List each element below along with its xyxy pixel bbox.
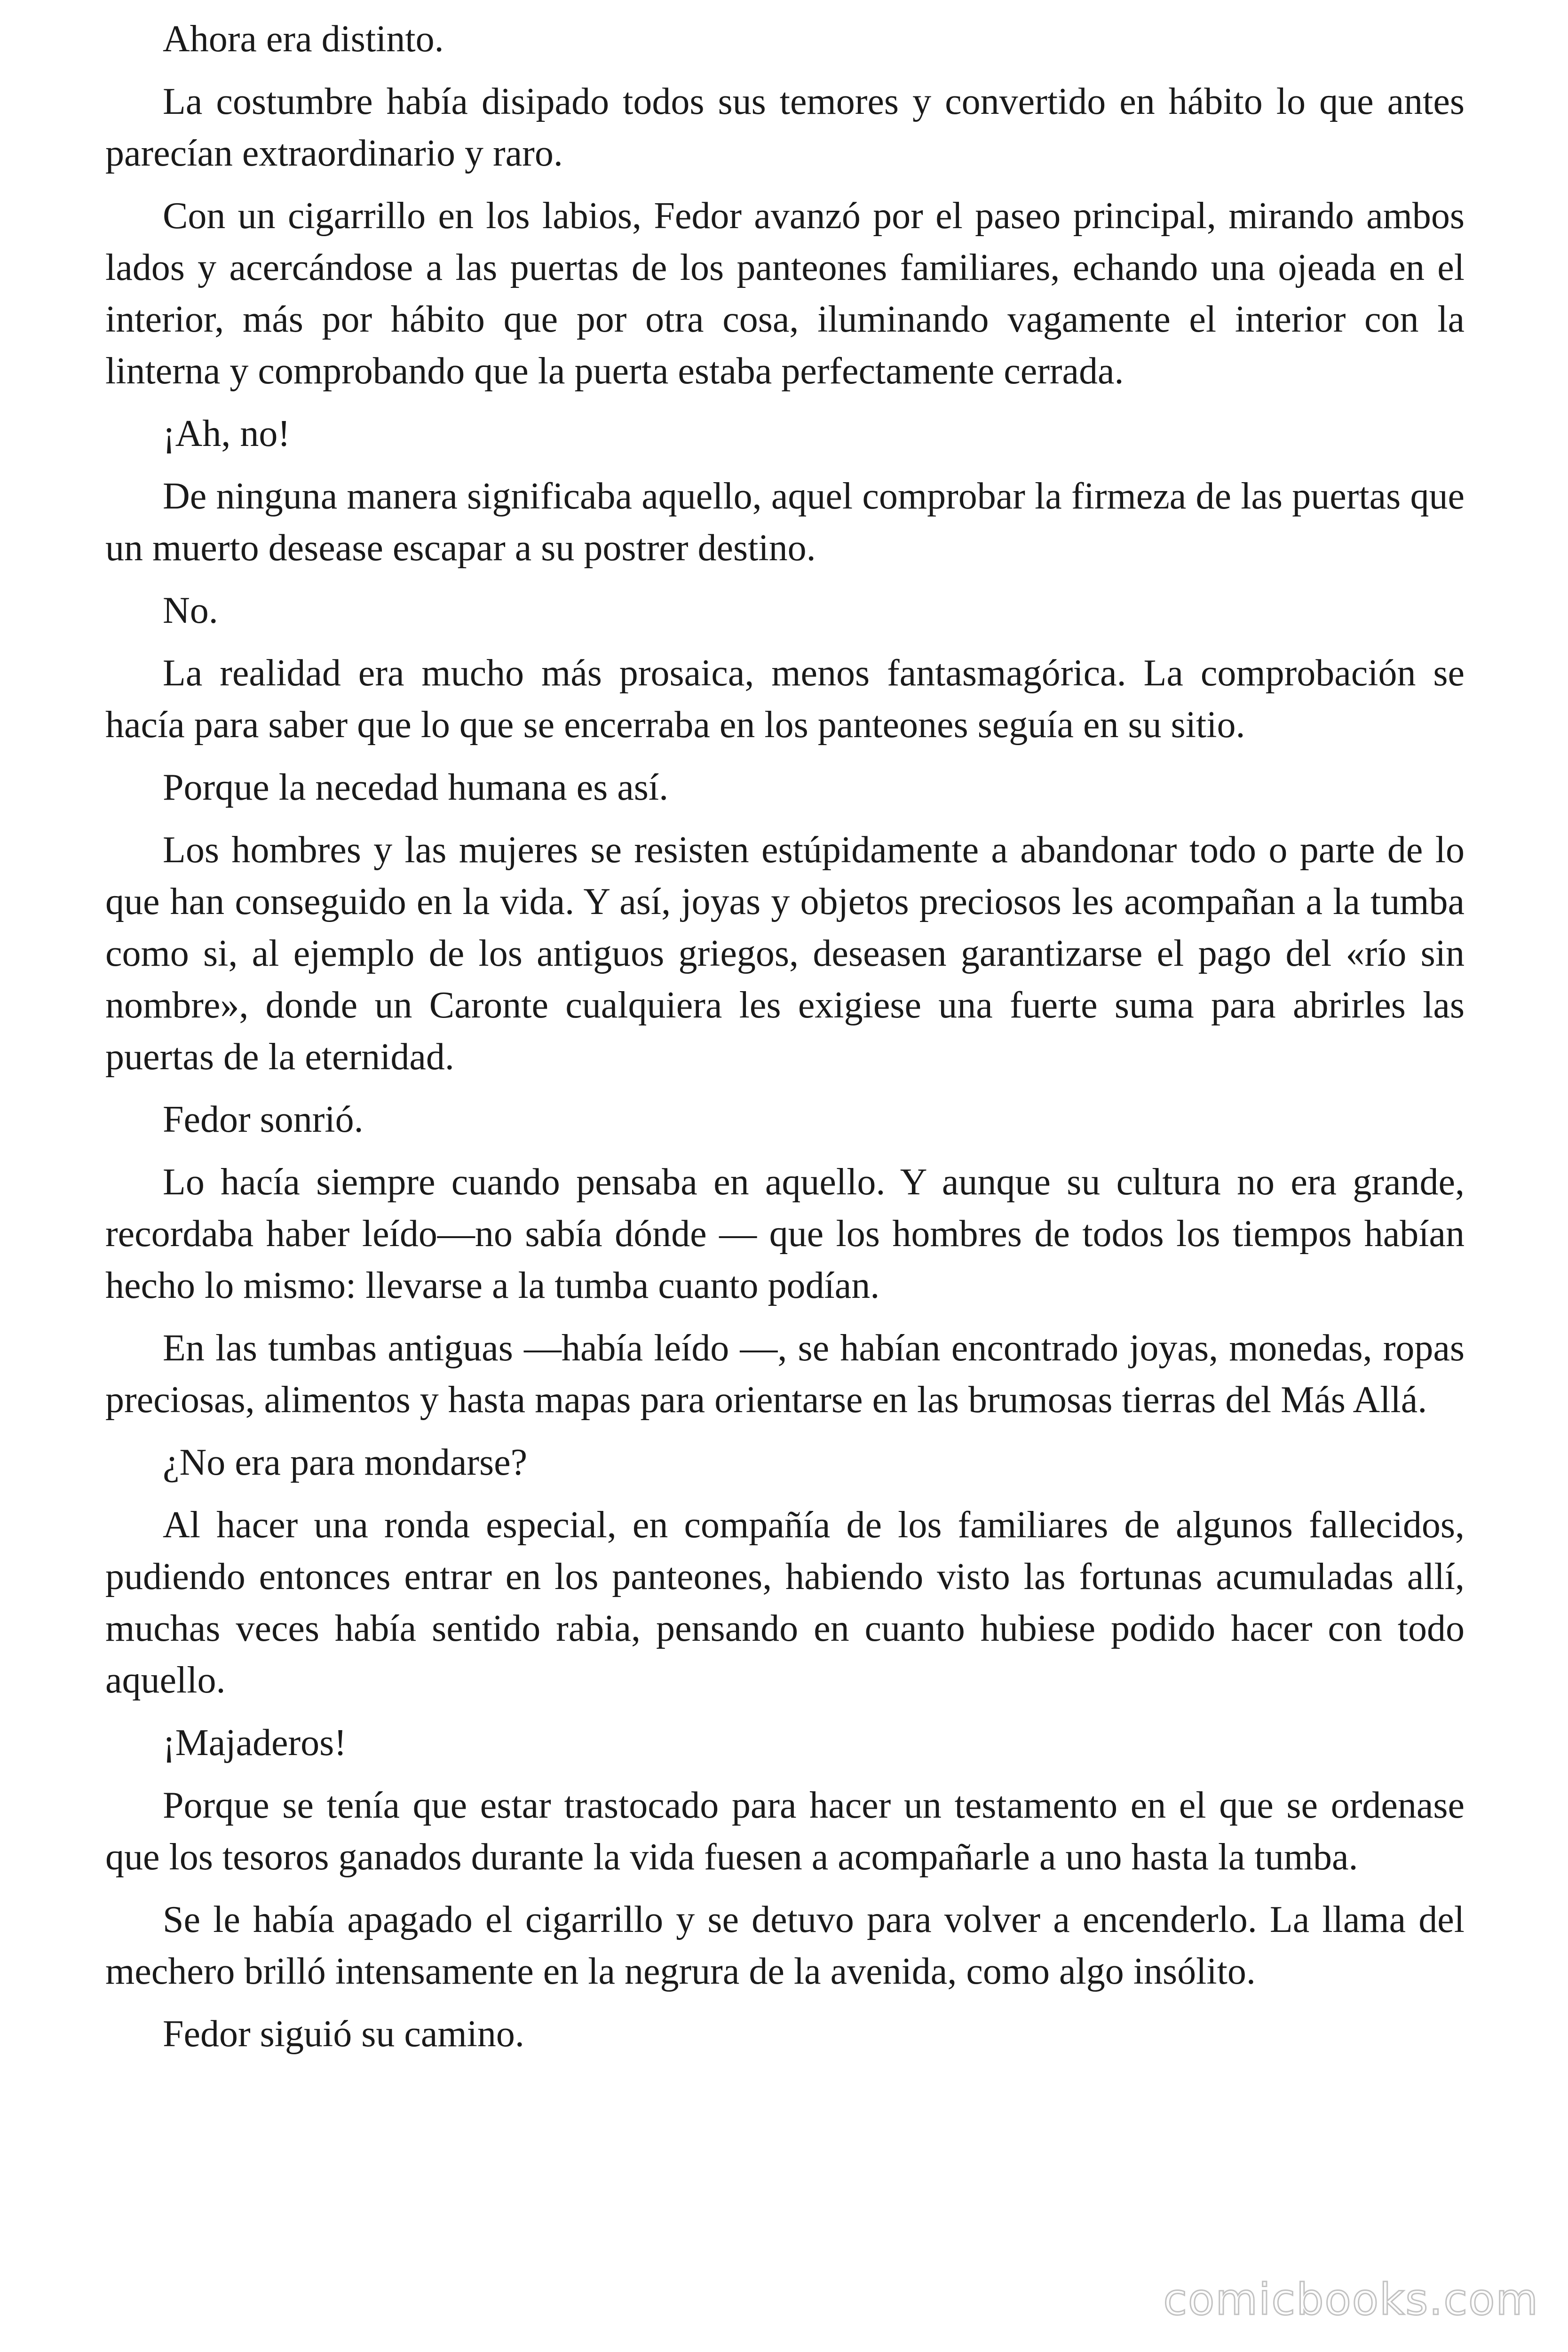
paragraph: Porque la necedad humana es así. bbox=[163, 767, 669, 808]
paragraph: De ninguna manera significaba aquello, aquel comprobar la firmeza de las puertas que un muerto desease escapar a su postrer destino. bbox=[105, 476, 1465, 569]
paragraph: No. bbox=[163, 590, 218, 631]
paragraph: ¡Majaderos! bbox=[163, 1722, 347, 1764]
paragraph: Al hacer una ronda especial, en compañía de los familiares de algunos fallecidos, pudiendo entonces entrar en los panteones, habiendo visto las fortunas acumuladas allí, muchas veces había sentido rabia, pensando en cuanto hubiese podido hacer con todo aquello. bbox=[105, 1504, 1465, 1701]
paragraph: Lo hacía siempre cuando pensaba en aquello. Y aunque su cultura no era grande, recordaba haber leído—no sabía dónde — que los hombres de todos los tiempos habían hecho lo mismo: llevarse a la tumba cuanto podían. bbox=[105, 1161, 1465, 1306]
paragraph: La costumbre había disipado todos sus temores y convertido en hábito lo que antes parecían extraordinario y raro. bbox=[105, 81, 1465, 174]
paragraph: Se le había apagado el cigarrillo y se detuvo para volver a encenderlo. La llama del mechero brilló intensamente en la negrura de la avenida, como algo insólito. bbox=[105, 1899, 1465, 1992]
paragraph: Fedor siguió su camino. bbox=[163, 2013, 524, 2055]
watermark: comicbooks.com bbox=[1163, 2274, 1539, 2325]
paragraph: Fedor sonrió. bbox=[163, 1099, 364, 1140]
paragraph: Los hombres y las mujeres se resisten estúpidamente a abandonar todo o parte de lo que han conseguido en la vida. Y así, joyas y objetos preciosos les acompañan a la tumba como si, al ejemplo de los antiguos griegos, deseasen garantizarse el pago del «río sin nombre», donde un Caronte cualquiera les exigiese una fuerte suma para abrirles las puertas de la eternidad. bbox=[105, 829, 1465, 1078]
paragraph: La realidad era mucho más prosaica, menos fantasmagórica. La comprobación se hacía para saber que lo que se encerraba en los panteones seguía en su sitio. bbox=[105, 652, 1465, 746]
paragraph: Porque se tenía que estar trastocado para hacer un testamento en el que se ordenase que los tesoros ganados durante la vida fuesen a acompañarle a uno hasta la tumba. bbox=[105, 1785, 1465, 1878]
paragraph: Con un cigarrillo en los labios, Fedor avanzó por el paseo principal, mirando ambos lados y acercándose a las puertas de los panteones familiares, echando una ojeada en el interior, más por hábito que por otra cosa, iluminando vagamente el interior con la linterna y comprobando que la puerta estaba perfectamente cerrada. bbox=[105, 195, 1465, 392]
paragraph: ¡Ah, no! bbox=[163, 413, 291, 454]
page-body bbox=[105, 13, 1465, 2071]
paragraph: ¿No era para mondarse? bbox=[163, 1442, 528, 1483]
paragraph: En las tumbas antiguas —había leído —, se habían encontrado joyas, monedas, ropas preciosas, alimentos y hasta mapas para orientarse en las brumosas tierras del Más Allá. bbox=[105, 1327, 1465, 1421]
paragraph: Ahora era distinto. bbox=[163, 18, 444, 60]
